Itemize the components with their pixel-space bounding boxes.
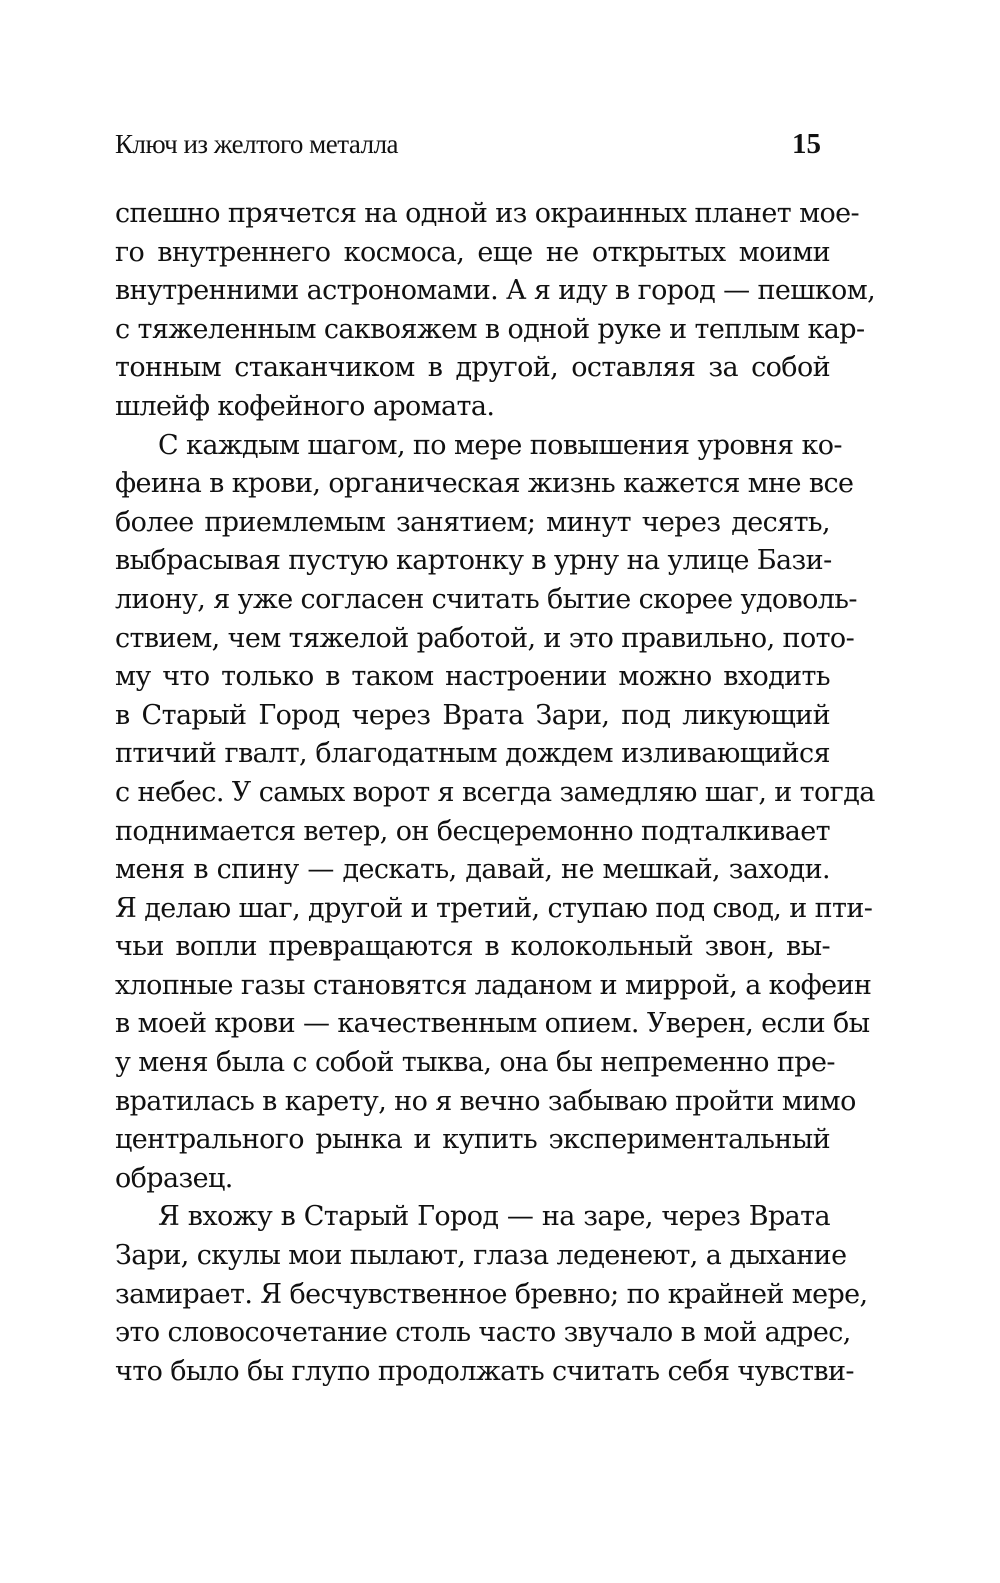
- text-line: тонным стаканчиком в другой, оставляя за собой: [115, 352, 830, 384]
- text-line: птичий гвалт, благодатным дождем изливающийся: [115, 738, 830, 770]
- text-line: центрального рынка и купить экспериментальный: [115, 1124, 830, 1156]
- text-line: внутренними астрономами. А я иду в город — пешком,: [115, 275, 876, 307]
- text-line: у меня была с собой тыква, она бы непременно пре-: [115, 1047, 835, 1079]
- text-line: более приемлемым занятием; минут через десять,: [115, 506, 830, 538]
- text-line: выбрасывая пустую картонку в урну на улице Бази-: [115, 545, 832, 577]
- text-line: образец.: [115, 1162, 233, 1194]
- running-title: Ключ из желтого металла: [115, 129, 399, 159]
- text-line: феина в крови, органическая жизнь кажется мне все: [115, 468, 854, 500]
- text-line: замирает. Я бесчувственное бревно; по крайней мере,: [115, 1278, 868, 1310]
- text-line: с тяжеленным саквояжем в одной руке и теплым кар-: [115, 313, 865, 345]
- text-line: в Старый Город через Врата Зари, под ликующий: [115, 699, 830, 731]
- text-line: чьи вопли превращаются в колокольный звон, вы-: [115, 931, 830, 963]
- text-line: му что только в таком настроении можно входить: [115, 661, 830, 693]
- body-text: [115, 195, 876, 1391]
- text-line: хлопные газы становятся ладаном и миррой, а кофеин: [115, 969, 872, 1001]
- text-line: это словосочетание столь часто звучало в мой адрес,: [115, 1317, 851, 1349]
- page-header: [115, 126, 825, 162]
- text-line: ствием, чем тяжелой работой, и это правильно, пото-: [115, 622, 855, 654]
- text-line: что было бы глупо продолжать считать себя чувстви-: [115, 1355, 854, 1387]
- text-line: спешно прячется на одной из окраинных планет мое-: [115, 198, 860, 229]
- text-line: меня в спину — дескать, давай, не мешкай, заходи.: [115, 854, 830, 886]
- text-line: го внутреннего космоса, еще не открытых моими: [115, 236, 830, 268]
- text-line: вратилась в карету, но я вечно забываю пройти мимо: [115, 1085, 856, 1117]
- text-line: поднимается ветер, он бесцеремонно подталкивает: [115, 815, 830, 847]
- page-number: 15: [792, 128, 821, 160]
- text-line: с небес. У самых ворот я всегда замедляю шаг, и тогда: [115, 776, 875, 808]
- text-line: Я вхожу в Старый Город — на заре, через Врата: [158, 1201, 830, 1233]
- text-line: Зари, скулы мои пылают, глаза леденеют, а дыхание: [115, 1240, 847, 1272]
- text-line: в моей крови — качественным опием. Уверен, если бы: [115, 1008, 870, 1040]
- text-line: С каждым шагом, по мере повышения уровня ко-: [158, 429, 842, 461]
- text-line: Я делаю шаг, другой и третий, ступаю под свод, и пти-: [115, 892, 873, 924]
- text-line: лиону, я уже согласен считать бытие скорее удоволь-: [115, 583, 857, 615]
- text-line: шлейф кофейного аромата.: [115, 390, 495, 422]
